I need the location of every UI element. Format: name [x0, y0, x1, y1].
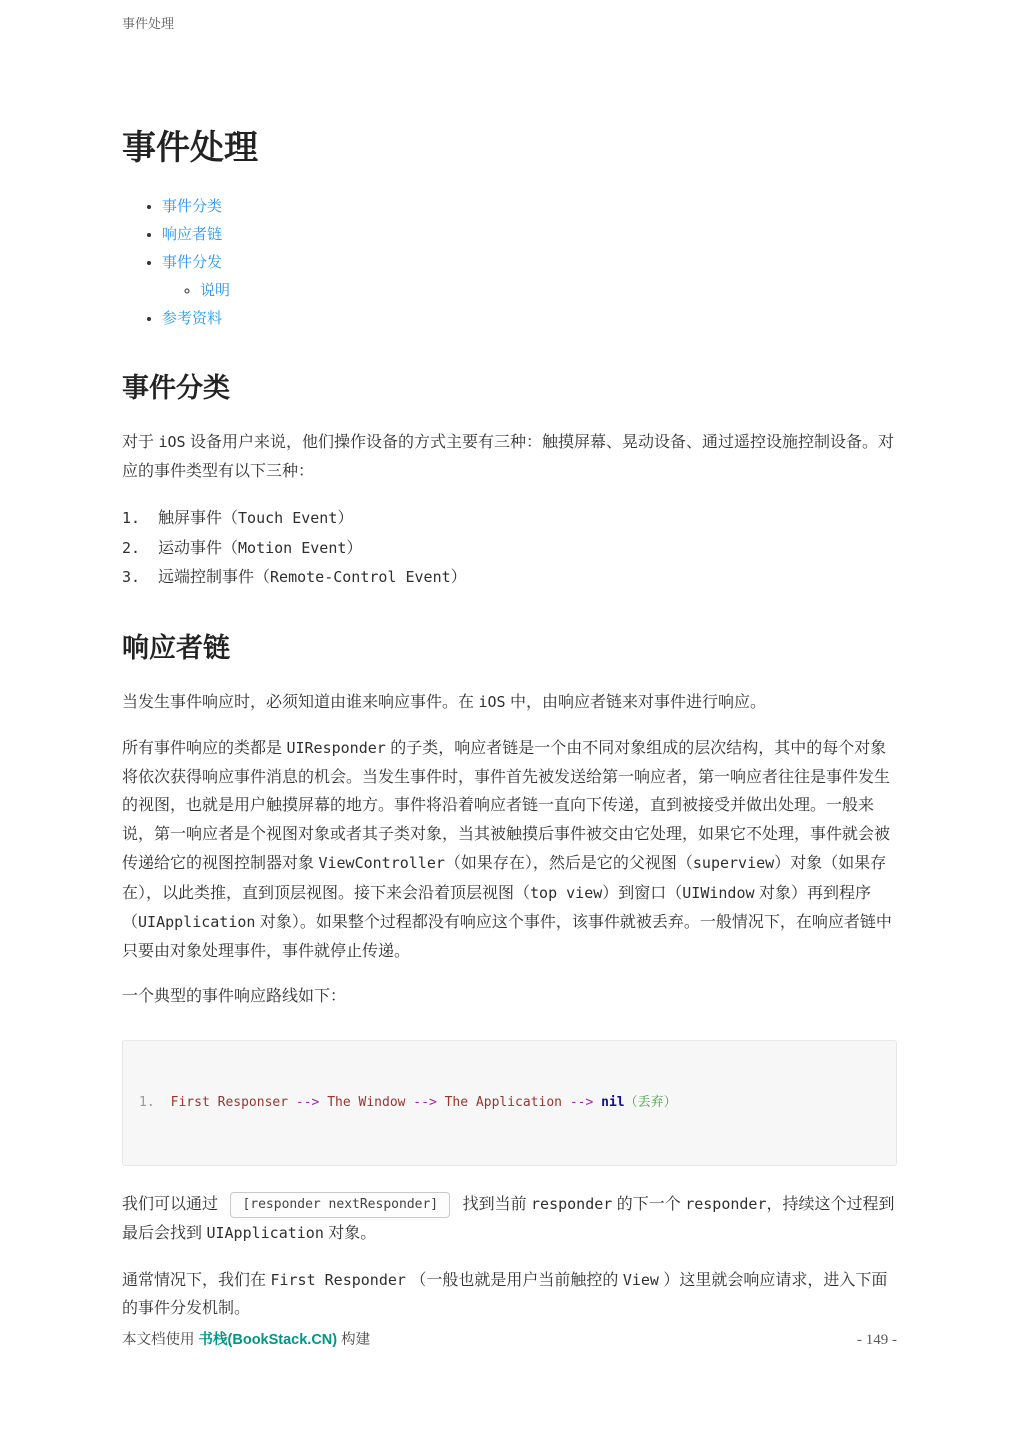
list-item	[122, 534, 897, 564]
toc-subitem	[200, 277, 897, 305]
toc-link-event-classification[interactable]: 事件分类	[162, 198, 223, 216]
code-block-responder-route	[122, 1040, 897, 1166]
toc-link-responder-chain[interactable]: 响应者链	[162, 226, 223, 244]
document-content	[122, 0, 897, 1324]
paragraph-responder-intro: 当发生事件响应时，必须知道由谁来响应事件。在 iOS 中，由响应者链来对事件进行响应。	[122, 692, 766, 711]
toc-link-explanation[interactable]: 说明	[200, 282, 231, 300]
toc-item	[162, 305, 897, 333]
footer-brand-link[interactable]: 书栈(BookStack.CN)	[198, 1332, 338, 1348]
toc-item	[162, 193, 897, 221]
toc-link-event-dispatch[interactable]: 事件分发	[162, 254, 223, 272]
paragraph-next-responder: 我们可以通过 [responder nextResponder] 找到当前 responder 的下一个 responder，持续这个过程到最后会找到 UIApplication 对象。	[122, 1190, 897, 1249]
toc-link-references[interactable]: 参考资料	[162, 310, 223, 328]
list-item-text: 触屏事件（Touch Event）	[158, 509, 354, 528]
table-of-contents	[162, 193, 897, 333]
page-footer	[122, 1328, 897, 1349]
heading-responder-chain: 响应者链	[122, 632, 230, 663]
list-item-number: 3.	[122, 568, 141, 587]
paragraph-classification-intro: 对于 iOS 设备用户来说，他们操作设备的方式主要有三种：触摸屏幕、晃动设备、通过遥控设施控制设备。对应的事件类型有以下三种：	[122, 433, 894, 480]
page-number: - 149 -	[857, 1332, 897, 1348]
list-item	[122, 563, 897, 593]
code-line-number: 1.	[139, 1094, 155, 1110]
list-item-text: 远端控制事件（Remote-Control Event）	[158, 568, 467, 587]
footer-suffix: 构建	[337, 1332, 371, 1348]
paragraph-responder-detail: 所有事件响应的类都是 UIResponder 的子类，响应者链是一个由不同对象组成的层次结构，其中的每个对象将依次获得响应事件消息的机会。当发生事件时，事件首先被发送给第一响应者，第一响应者往往是事件发生的视图，也就是用户触摸屏幕的地方。事件将沿着响应者链一直向下传递，直到被接受并做出处理。一般来说，第一响应者是个视图对象或者其子类对象，当其被触摸后事件被交由它处理，如果它不处理，事件就会被传递给它的视图控制器对象 ViewController（如果存在），然后是它的父视图（superview）对象（如果存在），以此类推，直到顶层视图。接下来会沿着顶层视图（top view）到窗口（UIWindow 对象）再到程序（UIApplication 对象）。如果整个过程都没有响应这个事件，该事件就被丢弃。一般情况下，在响应者链中只要由对象处理事件，事件就停止传递。	[122, 739, 892, 960]
event-type-list	[122, 504, 897, 593]
list-item-text: 运动事件（Motion Event）	[158, 538, 363, 557]
list-item-number: 2.	[122, 538, 141, 557]
paragraph-route-lead-in: 一个典型的事件响应路线如下：	[122, 988, 347, 1006]
running-header: 事件处理	[122, 16, 175, 31]
toc-item	[162, 249, 897, 305]
toc-sublist	[200, 277, 897, 305]
page-title: 事件处理	[122, 129, 258, 167]
list-item-number: 1.	[122, 509, 141, 528]
toc-item	[162, 221, 897, 249]
footer-prefix: 本文档使用	[122, 1332, 199, 1348]
footer-attribution	[122, 1328, 370, 1349]
paragraph-first-responder: 通常情况下，我们在 First Responder （一般也就是用户当前触控的 View ）这里就会响应请求，进入下面的事件分发机制。	[122, 1270, 888, 1318]
list-item	[122, 504, 897, 534]
code-line	[139, 1094, 880, 1112]
code-line-content: First Responser --> The Window --> The Application --> nil（丢弃）	[170, 1094, 677, 1110]
heading-event-classification: 事件分类	[122, 373, 230, 404]
